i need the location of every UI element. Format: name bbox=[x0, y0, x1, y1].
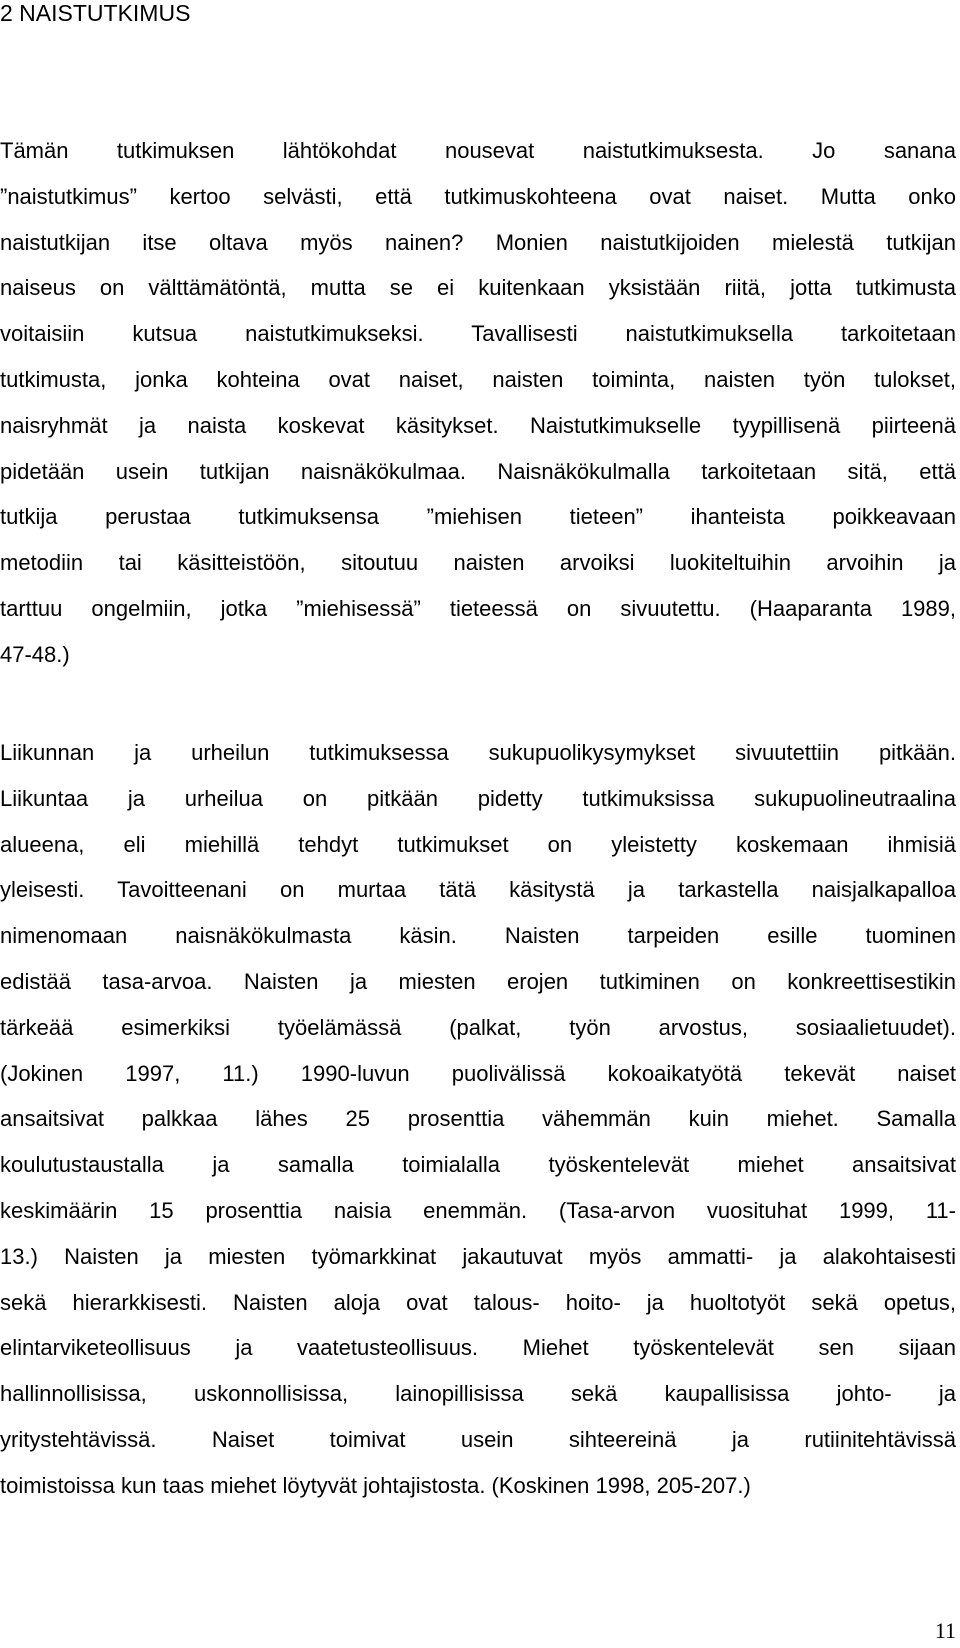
text-line: alueena, eli miehillä tehdyt tutkimukset on yleistetty koskemaan ihmisiä bbox=[0, 831, 956, 857]
section-heading: 2 NAISTUTKIMUS bbox=[0, 0, 191, 26]
text-line: Liikuntaa ja urheilua on pitkään pidetty tutkimuksissa sukupuolineutraalina bbox=[0, 785, 956, 811]
text-line: hallinnollisissa, uskonnollisissa, lainopillisissa sekä kaupallisissa johto- ja bbox=[0, 1381, 956, 1407]
text-line: Liikunnan ja urheilun tutkimuksessa sukupuolikysymykset sivuutettiin pitkään. bbox=[0, 740, 956, 765]
text-line: elintarviketeollisuus ja vaatetusteollisuus. Miehet työskentelevät sen sijaan bbox=[0, 1335, 956, 1361]
text-line: yleisesti. Tavoitteenani on murtaa tätä käsitystä ja tarkastella naisjalkapalloa bbox=[0, 877, 956, 903]
text-line: edistää tasa-arvoa. Naisten ja miesten erojen tutkiminen on konkreettisestikin bbox=[0, 968, 956, 994]
text-line: 13.) Naisten ja miesten työmarkkinat jakautuvat myös ammatti- ja alakohtaisesti bbox=[0, 1243, 956, 1269]
text-line: sekä hierarkkisesti. Naisten aloja ovat talous- hoito- ja huoltotyöt sekä opetus, bbox=[0, 1289, 956, 1315]
text-line: keskimäärin 15 prosenttia naisia enemmän. (Tasa-arvon vuosituhat 1999, 11- bbox=[0, 1197, 956, 1223]
text-line: pidetään usein tutkijan naisnäkökulmaa. Naisnäkökulmalla tarkoitetaan sitä, että bbox=[0, 458, 956, 484]
text-line: voitaisiin kutsua naistutkimukseksi. Tavallisesti naistutkimuksella tarkoitetaan bbox=[0, 321, 956, 347]
text-line: koulutustaustalla ja samalla toimialalla työskentelevät miehet ansaitsivat bbox=[0, 1152, 956, 1178]
paragraph-2 bbox=[0, 740, 956, 1519]
text-line: nimenomaan naisnäkökulmasta käsin. Naisten tarpeiden esille tuominen bbox=[0, 923, 956, 949]
text-line: tutkija perustaa tutkimuksensa ”miehisen tieteen” ihanteista poikkeavaan bbox=[0, 504, 956, 530]
text-line: metodiin tai käsitteistöön, sitoutuu naisten arvoiksi luokiteltuihin arvoihin ja bbox=[0, 550, 956, 576]
page-number: 11 bbox=[934, 1618, 956, 1643]
text-line: naisryhmät ja naista koskevat käsitykset. Naistutkimukselle tyypillisenä piirteenä bbox=[0, 412, 956, 438]
paragraph-1 bbox=[0, 138, 956, 688]
text-line: naistutkijan itse oltava myös nainen? Monien naistutkijoiden mielestä tutkijan bbox=[0, 229, 956, 255]
text-line: ansaitsivat palkkaa lähes 25 prosenttia vähemmän kuin miehet. Samalla bbox=[0, 1106, 956, 1132]
text-line: ”naistutkimus” kertoo selvästi, että tutkimuskohteena ovat naiset. Mutta onko bbox=[0, 183, 956, 209]
text-line: (Jokinen 1997, 11.) 1990-luvun puolivälissä kokoaikatyötä tekevät naiset bbox=[0, 1060, 956, 1086]
text-line: toimistoissa kun taas miehet löytyvät johtajistosta. (Koskinen 1998, 205-207.) bbox=[0, 1472, 751, 1498]
text-line: yritystehtävissä. Naiset toimivat usein sihteereinä ja rutiinitehtävissä bbox=[0, 1426, 956, 1452]
text-line: tarttuu ongelmiin, jotka ”miehisessä” tieteessä on sivuutettu. (Haaparanta 1989, bbox=[0, 595, 956, 621]
text-line: tutkimusta, jonka kohteina ovat naiset, naisten toiminta, naisten työn tulokset, bbox=[0, 366, 956, 392]
text-line: Tämän tutkimuksen lähtökohdat nousevat naistutkimuksesta. Jo sanana bbox=[0, 138, 956, 163]
text-line: naiseus on välttämätöntä, mutta se ei kuitenkaan yksistään riitä, jotta tutkimusta bbox=[0, 275, 956, 301]
text-line: 47-48.) bbox=[0, 641, 70, 667]
text-line: tärkeää esimerkiksi työelämässä (palkat, työn arvostus, sosiaalietuudet). bbox=[0, 1014, 956, 1040]
